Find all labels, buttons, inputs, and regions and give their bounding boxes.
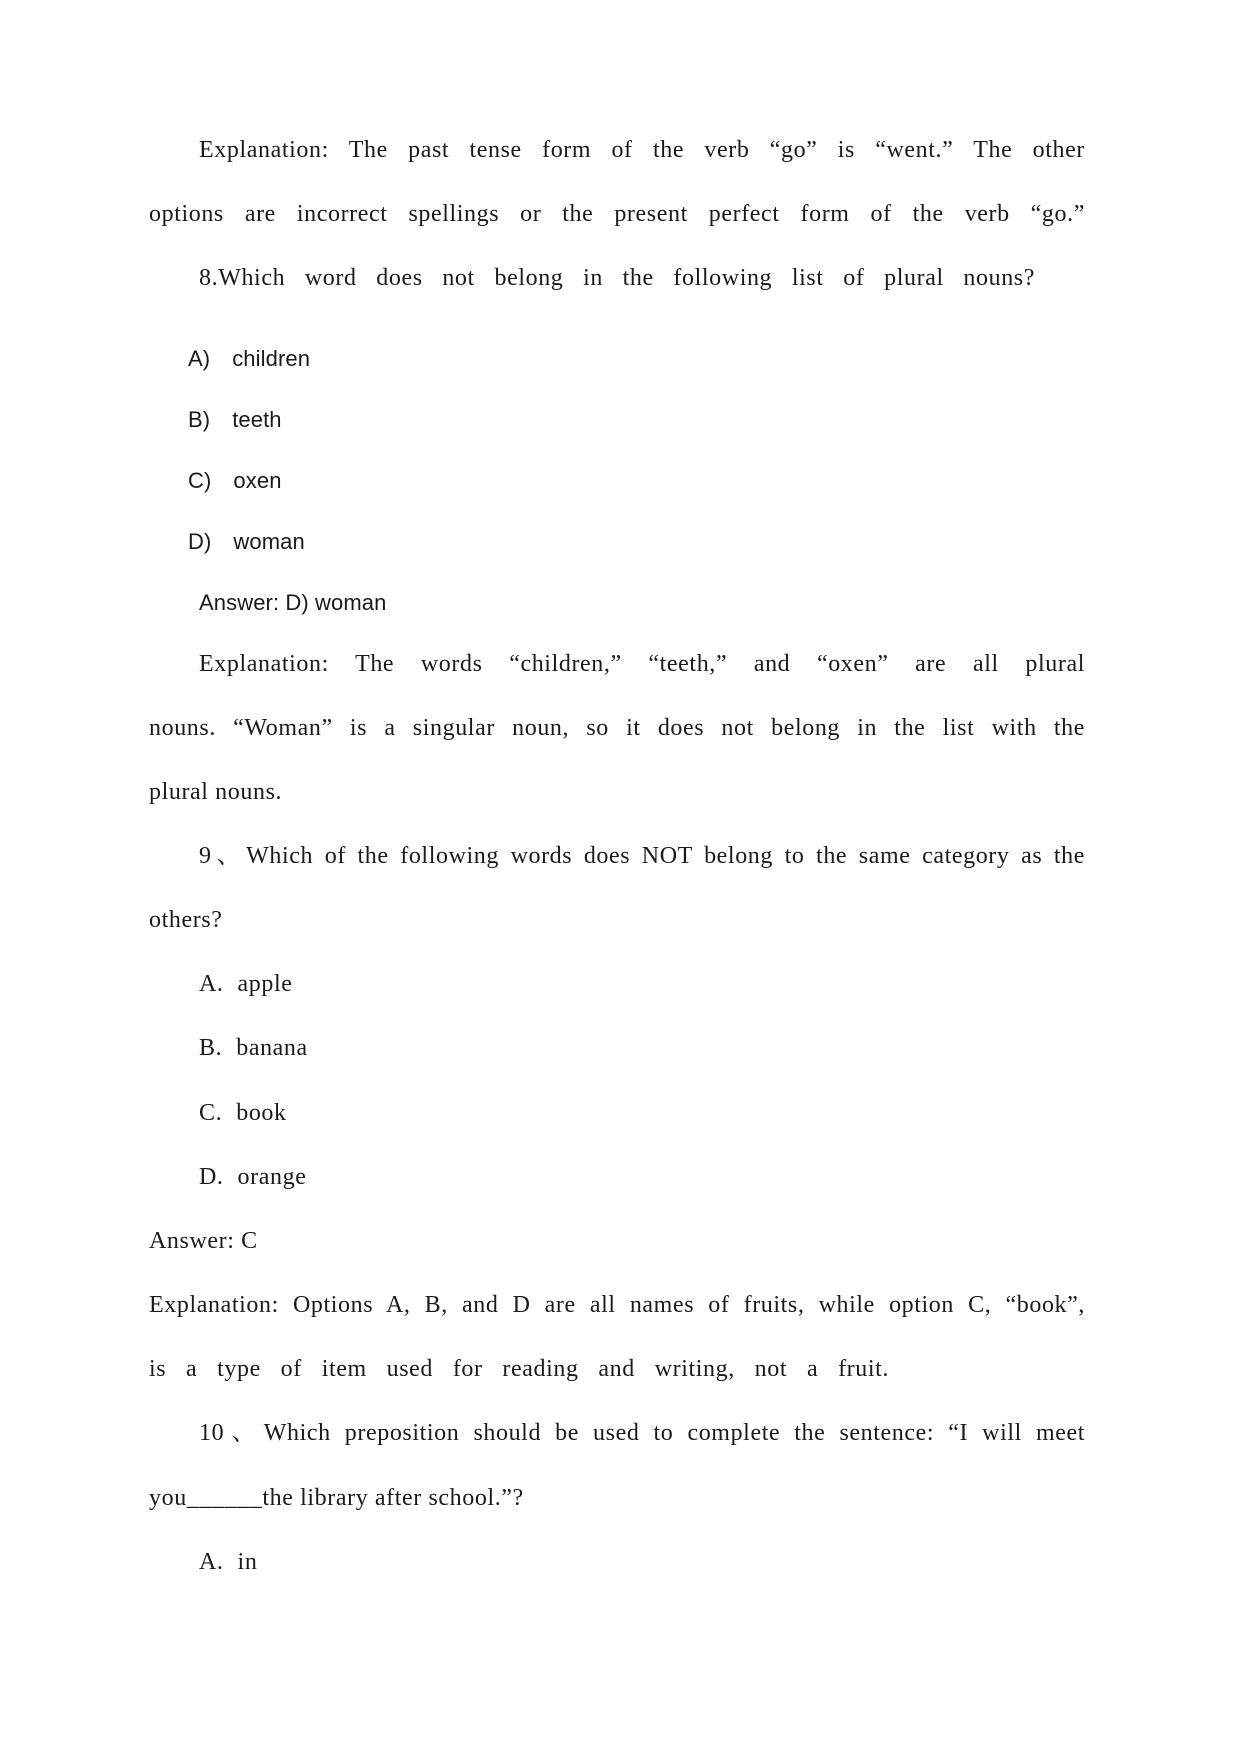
q8-option-d-text: woman <box>233 529 305 554</box>
q9-option-d-text: orange <box>237 1164 307 1190</box>
q9-option-a-text: apple <box>237 971 293 997</box>
q10-question-line-2: you______the library after school.”? <box>149 1485 524 1511</box>
q9-option-d <box>199 1165 306 1189</box>
q8-option-c-label: C) <box>188 468 212 493</box>
q9-option-b-label: B. <box>199 1035 223 1061</box>
q8-option-d-label: D) <box>188 529 212 554</box>
q8-option-b <box>188 409 282 431</box>
q10-option-a-text: in <box>237 1549 258 1575</box>
q9-option-b <box>199 1036 308 1060</box>
q8-option-b-text: teeth <box>232 407 282 432</box>
q9-option-d-label: D. <box>199 1164 224 1190</box>
q9-option-a <box>199 972 293 996</box>
q8-explanation-line-2: nouns. “Woman” is a singular noun, so it does not belong in the list with the <box>149 715 1085 741</box>
q8-answer: Answer: D) woman <box>199 590 387 615</box>
q9-question-line-1: 9、Which of the following words does NOT belong to the same category as the <box>199 843 1085 869</box>
q8-explanation-line-1: Explanation: The words “children,” “teeth,” and “oxen” are all plural <box>199 651 1085 677</box>
q8-question: 8.Which word does not belong in the following list of plural nouns? <box>199 265 1035 291</box>
q9-question-line-2: others? <box>149 907 223 933</box>
q8-option-c-text: oxen <box>233 468 282 493</box>
q8-option-b-label: B) <box>188 407 211 432</box>
q9-option-a-label: A. <box>199 971 224 997</box>
q8-option-a-text: children <box>232 346 311 371</box>
q8-option-d <box>188 531 305 553</box>
q7-explanation-line-1: Explanation: The past tense form of the verb “go” is “went.” The other <box>199 137 1085 163</box>
q9-option-b-text: banana <box>236 1035 308 1061</box>
q8-option-c <box>188 470 282 492</box>
q9-option-c-text: book <box>236 1100 287 1126</box>
q10-option-a <box>199 1550 257 1574</box>
q8-explanation-line-3: plural nouns. <box>149 779 283 805</box>
q10-option-a-label: A. <box>199 1549 224 1575</box>
q9-explanation-line-2: is a type of item used for reading and writing, not a fruit. <box>149 1356 889 1382</box>
q9-option-c <box>199 1101 287 1125</box>
q8-option-a-label: A) <box>188 346 211 371</box>
q8-option-a <box>188 348 310 370</box>
q9-explanation-line-1: Explanation: Options A, B, and D are all names of fruits, while option C, “book”, <box>149 1292 1085 1318</box>
q9-answer: Answer: C <box>149 1228 258 1254</box>
q9-option-c-label: C. <box>199 1100 223 1126</box>
q7-explanation-line-2: options are incorrect spellings or the present perfect form of the verb “go.” <box>149 201 1085 227</box>
q10-question-line-1: 10、Which preposition should be used to complete the sentence: “I will meet <box>199 1420 1085 1446</box>
